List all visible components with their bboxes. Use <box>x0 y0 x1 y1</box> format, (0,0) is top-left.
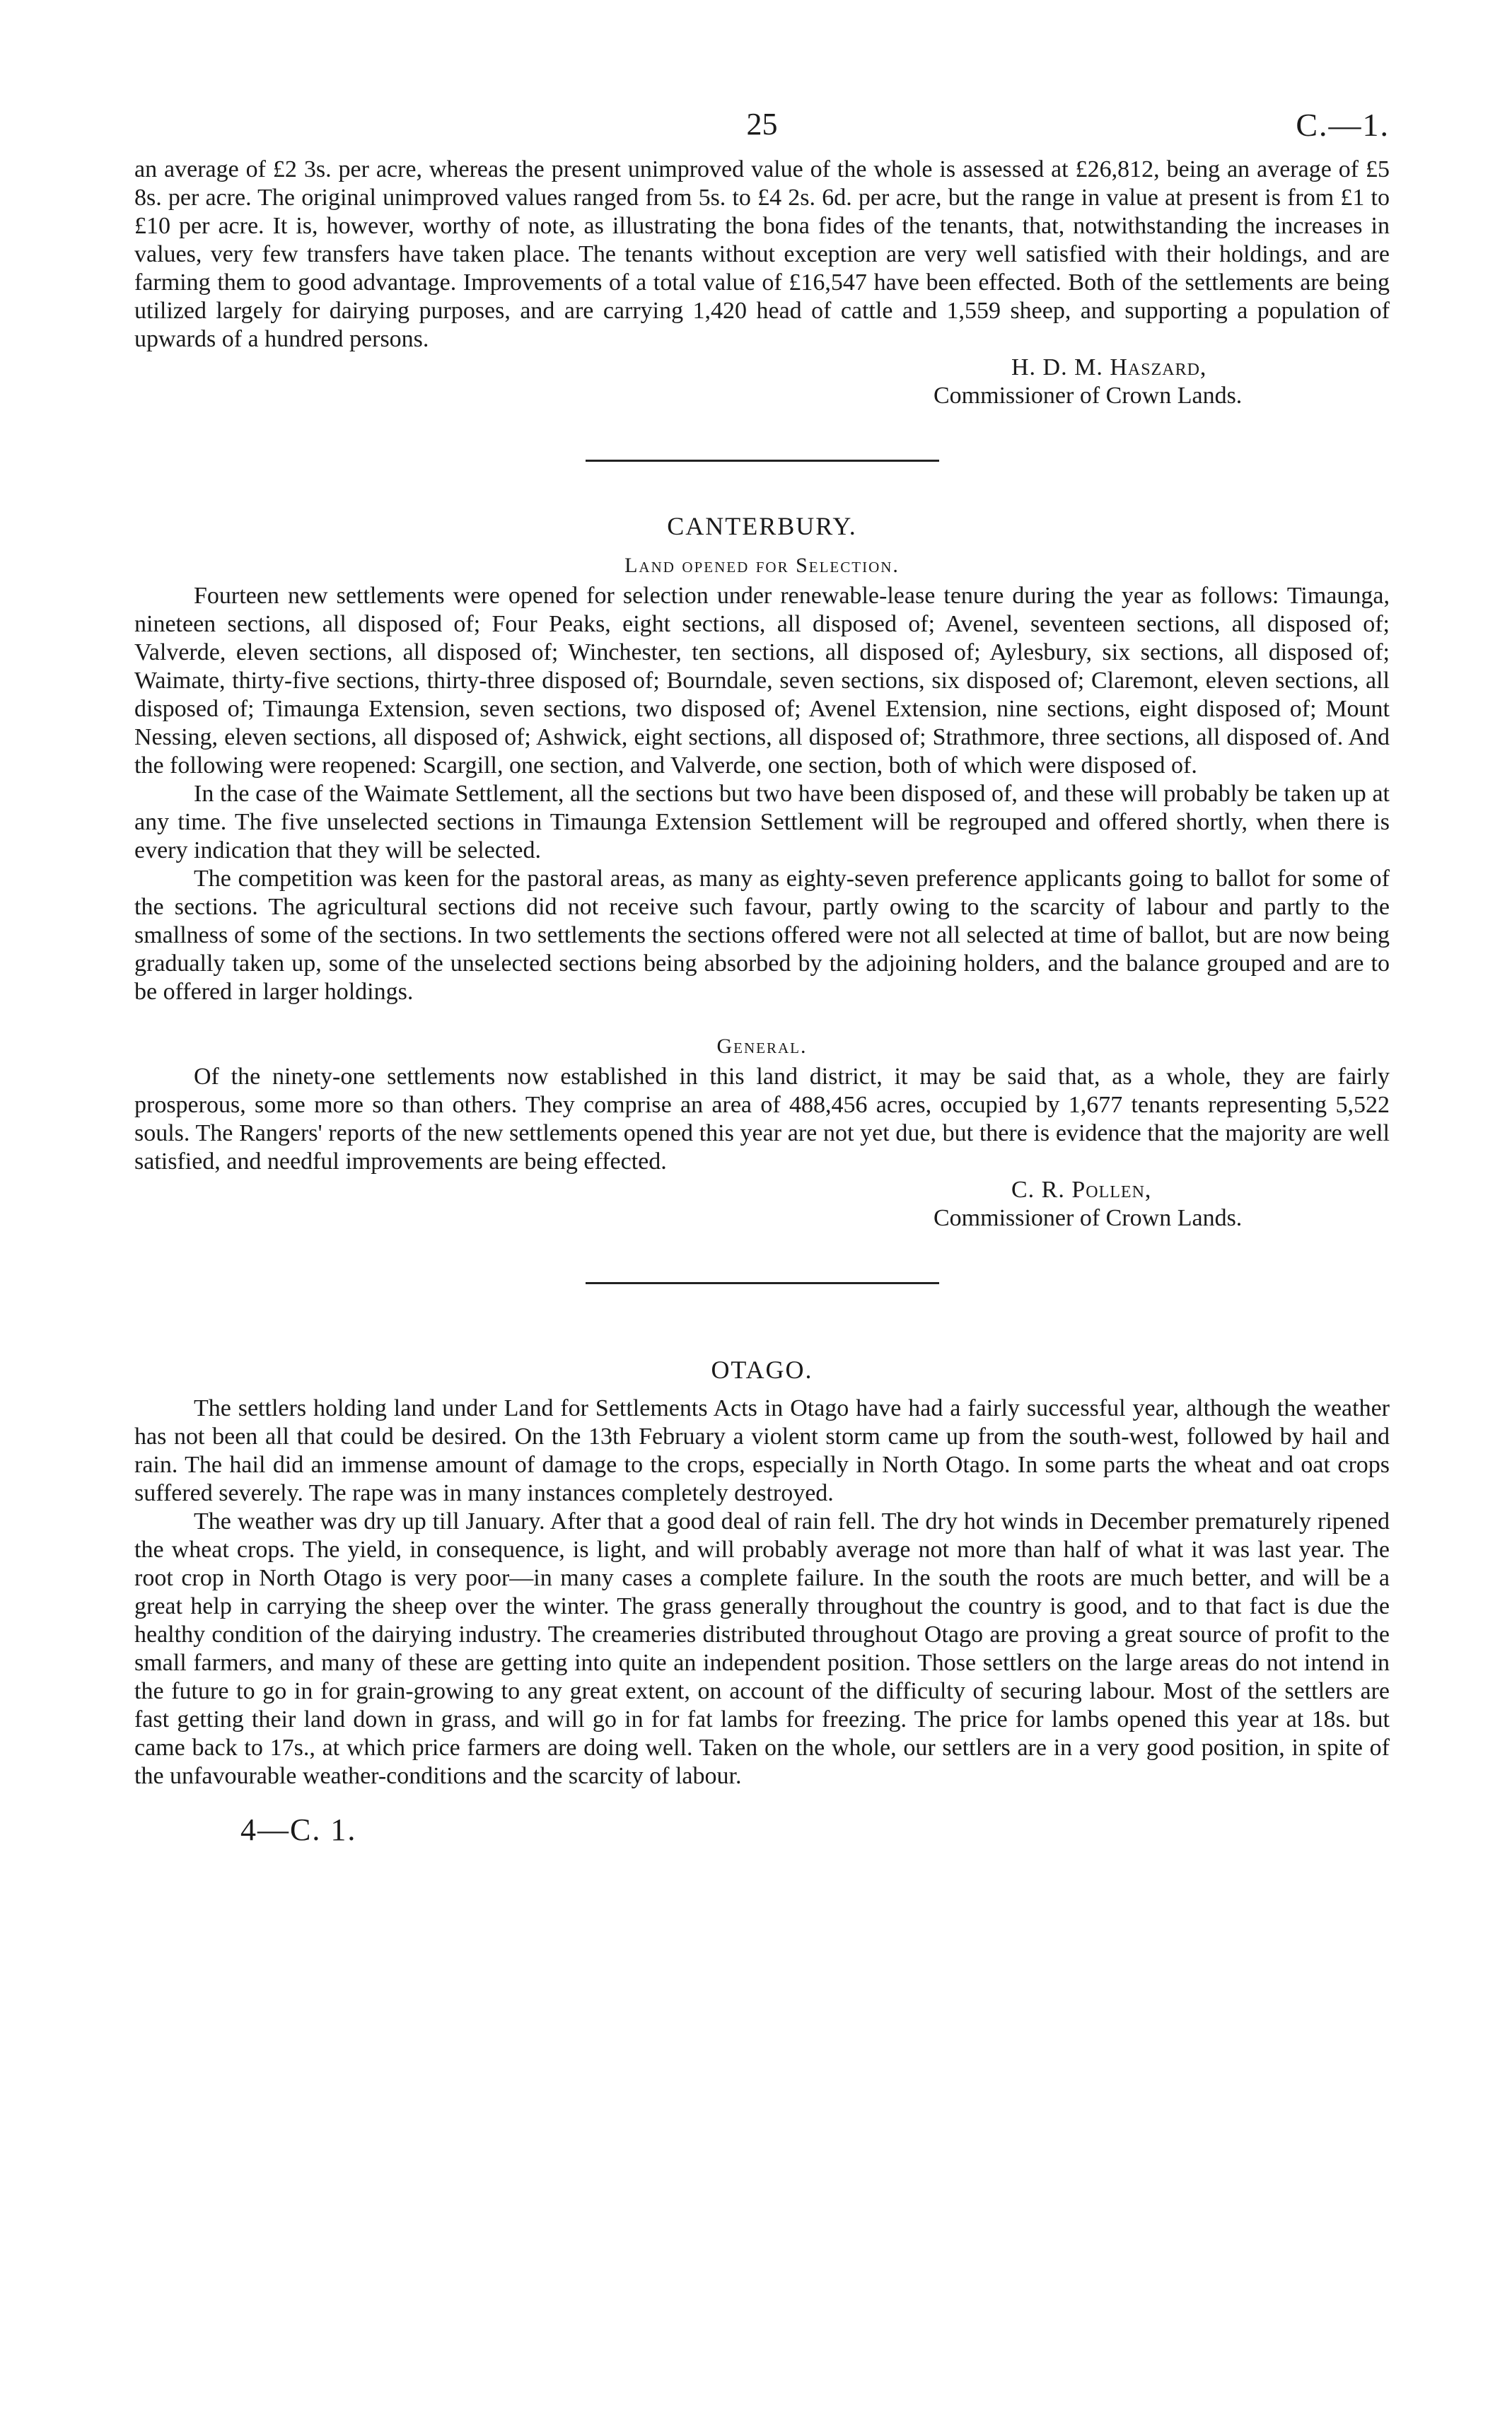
body-paragraph: Fourteen new settlements were opened for selection under renewable-lease tenure during the year as follows: Timaunga, nineteen sections, all disposed of; Four Peaks, eight sections, all disposed of; Avenel, seventeen sections, all disposed of; Valverde, eleven sections, all disposed of; Winchester, ten sections, all disposed of; Aylesbury, six sections, all disposed of; Waimate, thirty-five sections, thirty-three disposed of; Bourndale, seven sections, six disposed of; Claremont, eleven sections, all disposed of; Timaunga Extension, seven sections, two disposed of; Avenel Extension, nine sections, eight disposed of; Mount Nessing, eleven sections, all disposed of; Ashwick, eight sections, all disposed of; Strathmore, three sections, all disposed of. And the following were reopened: Scargill, one section, and Valverde, one section, both of which were disposed of. <box>134 583 1390 779</box>
document-reference: C.—1. <box>1296 107 1390 143</box>
section-title: OTAGO. <box>711 1356 813 1384</box>
otago-section <box>134 1355 1390 1791</box>
signature-title: Commissioner of Crown Lands. <box>934 1205 1243 1231</box>
signature-name: H. D. M. Haszard, <box>1011 354 1207 380</box>
body-paragraph: an average of £2 3s. per acre, whereas the present unimproved value of the whole is assessed at £26,812, being an average of £5 8s. per acre. The original unimproved values ranged from 5s. to £4 2s. 6d. per acre, but the range in value at present is from £1 to £10 per acre. It is, however, worthy of note, as illustrating the bona fides of the tenants, that, notwithstanding the increases in values, very few transfers have taken place. The tenants without exception are very well satisfied with their holdings, and are farming them to good advantage. Improvements of a total value of £16,547 have been effected. Both of the settlements are being utilized largely for dairying purposes, and are carrying 1,420 head of cattle and 1,559 sheep, and supporting a population of upwards of a hundred persons. <box>134 156 1390 352</box>
signature-block <box>934 1176 1390 1233</box>
signature-reference: 4—C. 1. <box>240 1812 357 1847</box>
section-title: CANTERBURY. <box>667 512 857 540</box>
document-page <box>134 106 1390 1848</box>
body-paragraph: Of the ninety-one settlements now established in this land district, it may be said that, as a whole, they are fairly prosperous, some more so than others. They comprise an area of 488,456 acres, occupied by 1,677 tenants representing 5,522 souls. The Rangers' reports of the new settlements opened this year are not yet due, but there is evidence that the majority are well satisfied, and needful improvements are being effected. <box>134 1064 1390 1175</box>
signature-title: Commissioner of Crown Lands. <box>934 383 1243 409</box>
section-divider <box>586 460 939 462</box>
previous-district-section <box>134 156 1390 410</box>
subheading-general: General. <box>716 1035 808 1058</box>
running-head <box>134 106 1390 156</box>
page-number: 25 <box>746 107 778 141</box>
signature-name: C. R. Pollen, <box>1011 1177 1152 1203</box>
signature-block <box>934 354 1390 410</box>
canterbury-section <box>134 511 1390 1233</box>
subheading-land-opened: Land opened for Selection. <box>624 554 900 577</box>
body-paragraph: The settlers holding land under Land for Settlements Acts in Otago have had a fairly successful year, although the weather has not been all that could be desired. On the 13th February a violent storm came up from the south-west, followed by hail and rain. The hail did an immense amount of damage to the crops, especially in North Otago. In some parts the wheat and oat crops suffered severely. The rape was in many instances completely destroyed. <box>134 1395 1390 1506</box>
body-paragraph: The weather was dry up till January. After that a good deal of rain fell. The dry hot winds in December prematurely ripened the wheat crops. The yield, in consequence, is light, and will probably average not more than half of what it was last year. The root crop in North Otago is very poor—in many cases a complete failure. In the south the roots are much better, and will be a great help in carrying the sheep over the winter. The grass generally throughout the country is good, and to that fact is due the healthy condition of the dairying industry. The creameries distributed throughout Otago are proving a great source of profit to the small farmers, and many of these are getting into quite an independent position. Those settlers on the large areas do not intend in the future to go in for grain-growing to any great extent, on account of the difficulty of securing labour. Most of the settlers are fast getting their land down in grass, and will go in for fat lambs for freezing. The price for lambs opened this year at 18s. but came back to 17s., at which price farmers are doing well. Taken on the whole, our settlers are in a very good position, in spite of the unfavourable weather-conditions and the scarcity of labour. <box>134 1508 1390 1789</box>
body-paragraph: The competition was keen for the pastoral areas, as many as eighty-seven preference applicants going to ballot for some of the sections. The agricultural sections did not receive such favour, partly owing to the scarcity of labour and partly to the smallness of some of the sections. In two settlements the sections offered were not all selected at time of ballot, but are now being gradually taken up, some of the unselected sections being absorbed by the adjoining holders, and the balance grouped and are to be offered in larger holdings. <box>134 866 1390 1005</box>
body-paragraph: In the case of the Waimate Settlement, all the sections but two have been disposed of, and these will probably be taken up at any time. The five unselected sections in Timaunga Extension Settlement will be regrouped and offered shortly, when there is every indication that they will be selected. <box>134 781 1390 863</box>
section-divider <box>586 1282 939 1284</box>
